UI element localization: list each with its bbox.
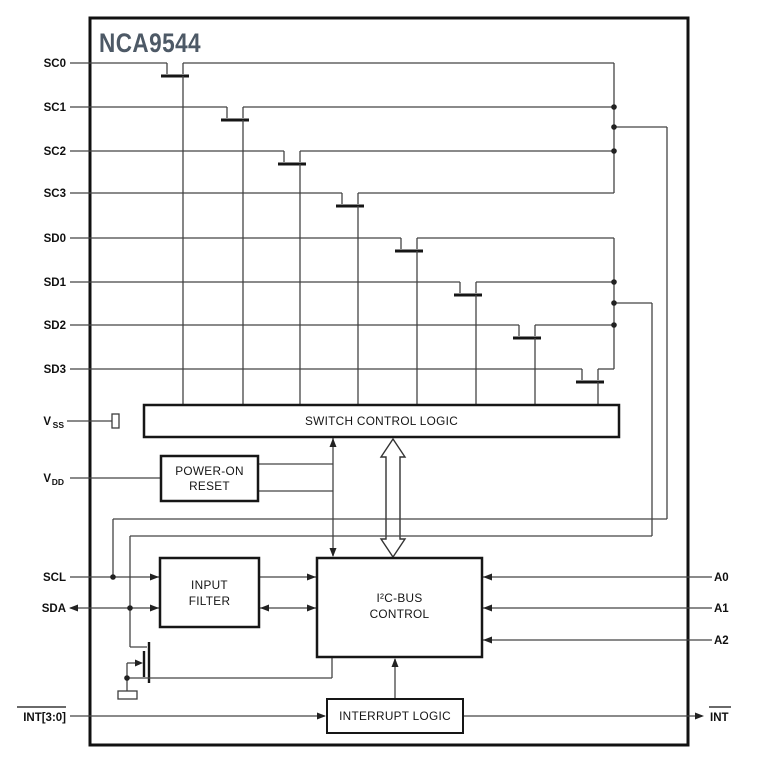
block-interrupt-logic bbox=[327, 699, 463, 733]
a2-to-i2c-arrow-icon bbox=[483, 637, 492, 644]
pin-label-int: INT bbox=[710, 712, 729, 724]
pin-label-sc1: SC1 bbox=[43, 102, 66, 114]
block-i2c-bus-control bbox=[317, 558, 482, 657]
pin-label-sc0: SC0 bbox=[43, 58, 66, 70]
input-filter-label-line2: FILTER bbox=[188, 594, 231, 608]
channel-sd3 bbox=[70, 369, 614, 405]
pin-label-sd2: SD2 bbox=[43, 320, 66, 332]
pin-label-vss-main: V bbox=[43, 416, 51, 428]
left-pin-labels bbox=[17, 58, 67, 724]
pin-label-a1: A1 bbox=[714, 603, 729, 615]
pin-label-a2: A2 bbox=[714, 635, 729, 647]
channel-sc2 bbox=[70, 151, 614, 405]
pin-label-int30: INT[3:0] bbox=[23, 712, 66, 724]
channel-sc1 bbox=[70, 107, 614, 405]
interrupt-to-i2c-arrow-icon bbox=[392, 658, 399, 667]
por-to-i2c-arrow-icon bbox=[330, 548, 337, 557]
channel-sd2 bbox=[70, 325, 614, 405]
i2c-bus-control-label-line2: CONTROL bbox=[369, 607, 430, 621]
block-input-filter bbox=[160, 558, 259, 627]
a0-to-i2c-arrow-icon bbox=[483, 574, 492, 581]
channel-sc3 bbox=[70, 193, 614, 405]
a1-to-i2c-arrow-icon bbox=[483, 605, 492, 612]
channel-sc0 bbox=[70, 63, 614, 405]
pin-label-vdd-main: V bbox=[43, 473, 51, 485]
pin-label-sda: SDA bbox=[41, 603, 66, 615]
input-filter-box bbox=[160, 558, 259, 627]
chip-title: NCA9544 bbox=[99, 28, 201, 58]
channel-sd1 bbox=[70, 282, 614, 405]
ground-tie-symbol bbox=[118, 691, 137, 699]
pin-label-vdd-sub: DD bbox=[51, 477, 64, 487]
power-on-reset-label-line2: RESET bbox=[189, 479, 230, 493]
vss-tie-symbol bbox=[112, 414, 119, 428]
por-to-switch-logic-arrow-icon bbox=[330, 438, 337, 447]
int-output-arrow-icon bbox=[695, 713, 704, 720]
input-filter-label-line1: INPUT bbox=[191, 578, 228, 592]
sda-out-arrow-icon bbox=[69, 605, 78, 612]
pin-label-sd0: SD0 bbox=[43, 233, 66, 245]
block-power-on-reset bbox=[161, 456, 258, 501]
right-pin-labels bbox=[709, 572, 731, 724]
pin-label-sc3: SC3 bbox=[43, 188, 66, 200]
int30-input-arrow-icon bbox=[317, 713, 326, 720]
pin-label-a0: A0 bbox=[714, 572, 729, 584]
mosfet-gate-arrow-icon bbox=[135, 660, 143, 667]
pin-label-scl: SCL bbox=[43, 572, 66, 584]
power-on-reset-label-line1: POWER-ON bbox=[175, 464, 244, 478]
scl-to-filter-arrow-icon bbox=[150, 574, 159, 581]
i2c-to-filter-arrow-icon bbox=[260, 605, 269, 612]
pin-label-sd3: SD3 bbox=[43, 364, 66, 376]
pin-label-sc2: SC2 bbox=[43, 146, 66, 158]
filter-to-i2c-arrow2-icon bbox=[307, 605, 316, 612]
bidirectional-bus-arrow-icon bbox=[381, 439, 405, 557]
i2c-bus-control-label-line1: I²C-BUS bbox=[376, 591, 423, 605]
channel-sd0 bbox=[70, 238, 614, 405]
block-switch-control-logic bbox=[144, 405, 619, 437]
pin-label-sd1: SD1 bbox=[43, 277, 66, 289]
filter-to-i2c-arrow-icon bbox=[307, 574, 316, 581]
switch-control-logic-label: SWITCH CONTROL LOGIC bbox=[304, 414, 459, 428]
pin-label-vss-sub: SS bbox=[52, 420, 64, 430]
interrupt-logic-label: INTERRUPT LOGIC bbox=[339, 709, 451, 723]
sda-to-filter-arrow-icon bbox=[150, 605, 159, 612]
